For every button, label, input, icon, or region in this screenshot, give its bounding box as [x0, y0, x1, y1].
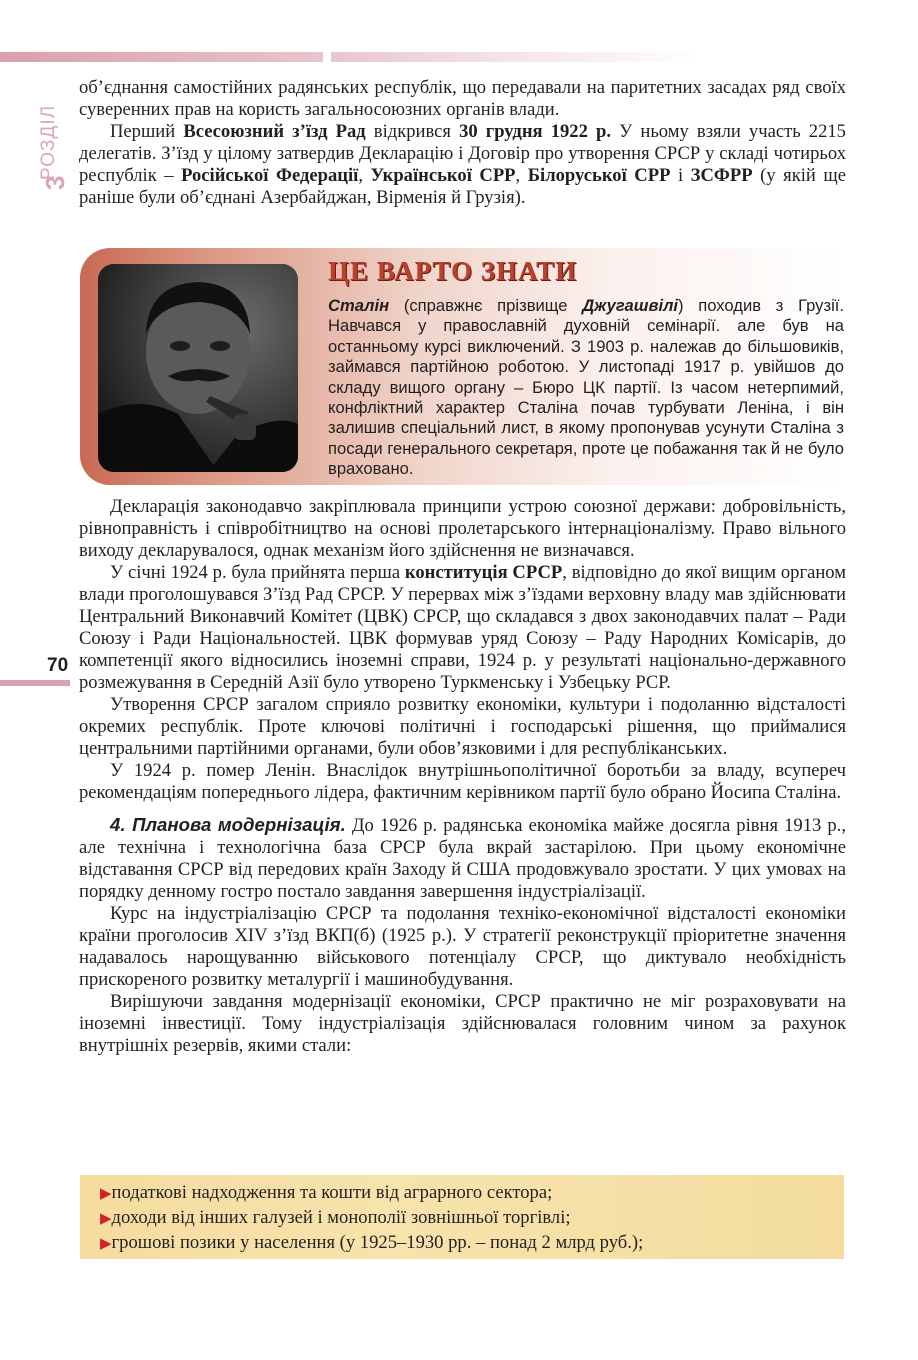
portrait-photo: [98, 264, 298, 472]
bold-term: ЗСФРР: [690, 165, 753, 186]
section-4-heading: 4. Планова модернізація.: [110, 814, 346, 835]
main-text: [79, 496, 846, 1057]
paragraph-development: Утворення СРСР загалом сприяло розвитку економіки, культури і подоланню відсталості окремих республік. Проте ключові політичні і господарські рішення, що приймалися центральними партійними органами, були обов’язковими і для республіканських.: [79, 694, 846, 759]
triangle-bullet-icon: ▶: [100, 1236, 112, 1252]
bold-term: Російської Федерації: [181, 165, 359, 186]
text-run: , відповідно до якої вищим органом влади проголошувався З’їзд Рад СРСР. У перервах між з’їздами верховну владу мав здійснювати Центральний Виконавчий Комітет (ЦВК) СРСР, що складався з двох законодавчих палат – Ради Союзу і Ради Національностей. ЦВК формував уряд Союзу – Раду Народних Комісарів, до компетенції якого відносились іноземні справи, 1924 р. у результаті національно-державного розмежування в Середній Азії було утворено Туркменську і Узбецьку РСР.: [79, 562, 846, 693]
text-run: (справжнє прізвище: [389, 296, 583, 315]
text-run: ,: [358, 165, 371, 186]
paragraph-constitution: [79, 562, 846, 694]
text-run: (у якій ще раніше були об’єднані Азербайджан, Вірменія й Грузія).: [79, 165, 846, 208]
info-name: Сталін: [328, 296, 390, 315]
text-run: У ньому взяли участь 2215 делегатів. З’їзд у цілому затвердив Декларацію і Договір про утворення СРСР у складі чотирьох республік –: [79, 121, 846, 186]
paragraph-reserves: Вирішуючи завдання модернізації економіки, СРСР практично не міг розраховувати на іноземні інвестиції. Тому індустріалізація здійснювалася головним чином за рахунок внутрішніх резервів, якими стали:: [79, 991, 846, 1056]
triangle-bullet-icon: ▶: [100, 1211, 112, 1227]
list-item: [100, 1206, 844, 1231]
page-number: 70: [47, 655, 69, 676]
list-item-text: доходи від інших галузей і монополії зовнішньої торгівлі;: [111, 1207, 571, 1228]
text-run: ,: [515, 165, 528, 186]
text-run: До 1926 р. радянська економіка майже досягла рівня 1913 р., але технічна і технологічна база СРСР була вкрай застарілою. При цьому економічне відставання СРСР від передових країн Заходу й США продовжувало зростати. У цих умовах на порядку денному гостро постало завдання завершення індустріалізації.: [79, 815, 847, 902]
paragraph-declaration: Декларація законодавчо закріплювала принципи устрою союзної держави: добровільність, рівноправність і співробітництво на основі пролетарського інтернаціоналізму. Право вільного виходу декларувалося, однак механізм його здійснення не визначався.: [79, 496, 846, 561]
bold-term: Української СРР: [370, 165, 516, 186]
text-run: ) походив з Грузії. Навчався у православній духовній семінарії. але був на останньому курсі виключений. З 1903 р. належав до більшовиків, займався партійною роботою. У листопаді 1917 р. увійшов до складу вищого органу – Бюро ЦК партії. Із часом нетерпимий, конфліктний характер Сталіна почав турбувати Леніна, і він залишив спеціальний лист, в якому пропонував усунути Сталіна з посади генерального секретаря, проте це побажання так й не було враховано.: [328, 296, 844, 479]
portrait-image: [98, 264, 298, 472]
section-label: РОЗДІЛ: [38, 104, 59, 180]
info-text: [328, 296, 844, 480]
intro-text: [79, 77, 846, 209]
section-number: 3: [40, 175, 70, 190]
reserves-list-box: [80, 1175, 844, 1259]
page-number-bar: [0, 680, 70, 686]
info-title: ЦЕ ВАРТО ЗНАТИ: [328, 256, 578, 286]
text-run: і: [670, 165, 691, 186]
paragraph-modernization: [79, 814, 846, 903]
text-run: Перший: [110, 121, 184, 142]
list-item-text: податкові надходження та кошти від аграрного сектора;: [111, 1182, 553, 1203]
bold-term: Білоруської СРР: [527, 165, 671, 186]
bold-term: конституція СРСР: [404, 562, 563, 583]
paragraph-industrialization: Курс на індустріалізацію СРСР та подолання техніко-економічної відсталості економіки країни проголосив XIV з’їзд ВКП(б) (1925 р.). У стратегії реконструкції пріоритетне значення надавалось нарощуванню військового потенціалу СРСР, що диктувало необхідність прискореного розвитку металургії і машинобудування.: [79, 903, 846, 990]
intro-paragraph-2: [79, 121, 846, 209]
top-decor-notch: [323, 52, 331, 62]
list-item-text: грошові позики у населення (у 1925–1930 рр. – понад 2 млрд руб.);: [111, 1232, 644, 1253]
section-marker: [38, 104, 78, 310]
text-run: відкрився: [365, 121, 460, 142]
bold-term: 30 грудня 1922 р.: [459, 121, 611, 142]
info-real-name: Джугашвілі: [582, 296, 679, 315]
intro-paragraph-1: об’єднання самостійних радянських республік, що передавали на паритетних засадах ряд своїх суверенних прав на користь загальносоюзних органів влади.: [79, 77, 846, 120]
list-item: [100, 1181, 844, 1206]
top-decor-bar: [0, 52, 700, 62]
bold-term: Всесоюзний з’їзд Рад: [183, 121, 366, 142]
text-run: У січні 1924 р. була прийнята перша: [110, 562, 405, 583]
triangle-bullet-icon: ▶: [100, 1186, 112, 1202]
list-item: [100, 1231, 844, 1256]
paragraph-lenin: У 1924 р. помер Ленін. Внаслідок внутрішньополітичної боротьби за владу, всупереч рекомендаціям попереднього лідера, фактичним керівником партії було обрано Йосипа Сталіна.: [79, 760, 846, 803]
reserves-list: [80, 1175, 844, 1256]
